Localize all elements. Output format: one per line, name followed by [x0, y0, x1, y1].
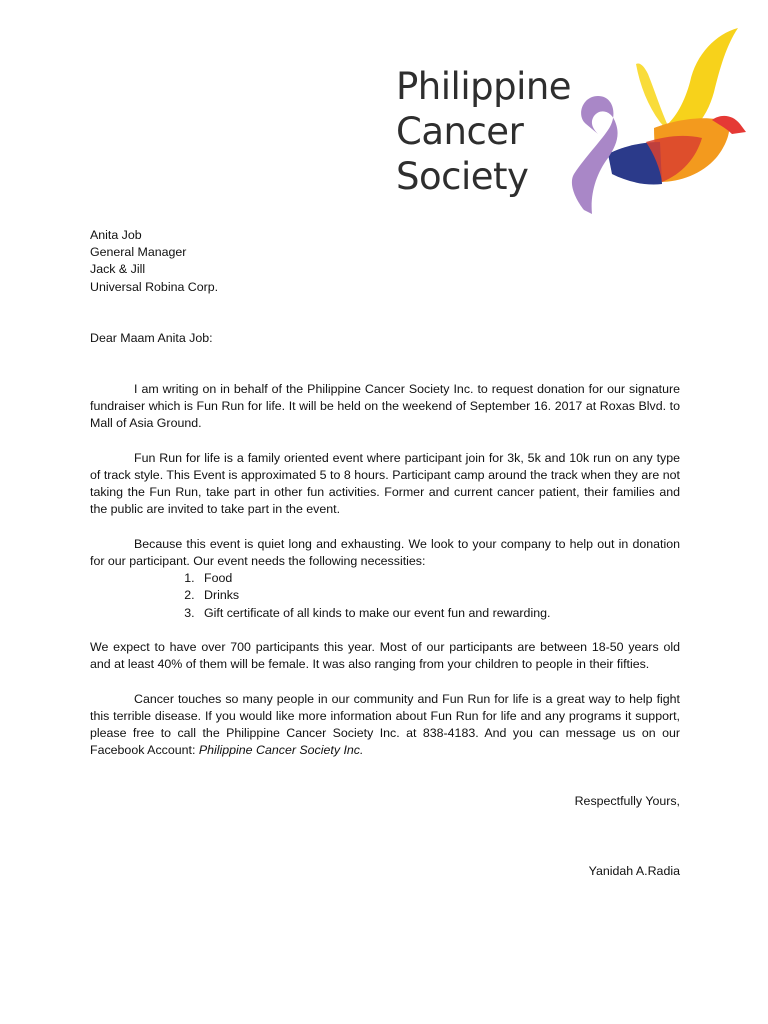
paragraph-donation-ask: Because this event is quiet long and exhausting. We look to your company to help out in donation for our participant. Our event needs the following necessities: [90, 536, 680, 569]
salutation: Dear Maam Anita Job: [90, 330, 213, 345]
logo-line-3: Society [396, 155, 529, 198]
needs-list [90, 570, 680, 622]
paragraph-request: I am writing on in behalf of the Philippine Cancer Society Inc. to request donation for our signature fundraiser which is Fun Run for life. It will be held on the weekend of September 16. 2017 at Roxas Blvd. to Mall of Asia Ground. [90, 382, 680, 431]
paragraph-contact [90, 691, 680, 760]
recipient-address [90, 227, 680, 296]
signature-name: Yanidah A.Radia [588, 863, 680, 878]
needs-list-item: 2. Drinks [198, 587, 680, 604]
recipient-company: Jack & Jill [90, 262, 146, 277]
logo-wordmark [396, 64, 571, 199]
logo-line-1: Philippine [396, 65, 572, 108]
organization-logo [396, 24, 746, 214]
recipient-corporation: Universal Robina Corp. [90, 279, 219, 294]
facebook-account-name: Philippine Cancer Society Inc. [198, 743, 364, 758]
paragraph-participants: We expect to have over 700 participants this year. Most of our participants are between 18-50 years old and at least 40% of them will be female. It was also ranging from your children to people in their fifties. [90, 640, 680, 672]
needs-list-item: 1. Food [198, 570, 680, 587]
ribbon-dove-icon [556, 24, 746, 214]
letter-body [90, 227, 680, 880]
contact-text: Cancer touches so many people in our community and Fun Run for life is a great way to help fight this terrible disease. If you would like more information about Fun Run for life and any programs it support, please free to call the Philippine Cancer Society Inc. at 838-4183. And you can message us on our Facebook Account: [90, 691, 680, 758]
needs-list-item: 3. Gift certificate of all kinds to make our event fun and rewarding. [198, 605, 680, 622]
recipient-title: General Manager [90, 245, 187, 260]
paragraph-event-description: Fun Run for life is a family oriented event where participant join for 3k, 5k and 10k run on any type of track style. This Event is approximated 5 to 8 hours. Participant camp around the track when they are not taking the Fun Run, take part in other fun activities. Former and current cancer patient, their families and the public are invited to take part in the event. [90, 450, 680, 517]
closing-phrase: Respectfully Yours, [574, 794, 680, 809]
logo-line-2: Cancer [396, 110, 524, 153]
recipient-name: Anita Job [90, 228, 142, 242]
